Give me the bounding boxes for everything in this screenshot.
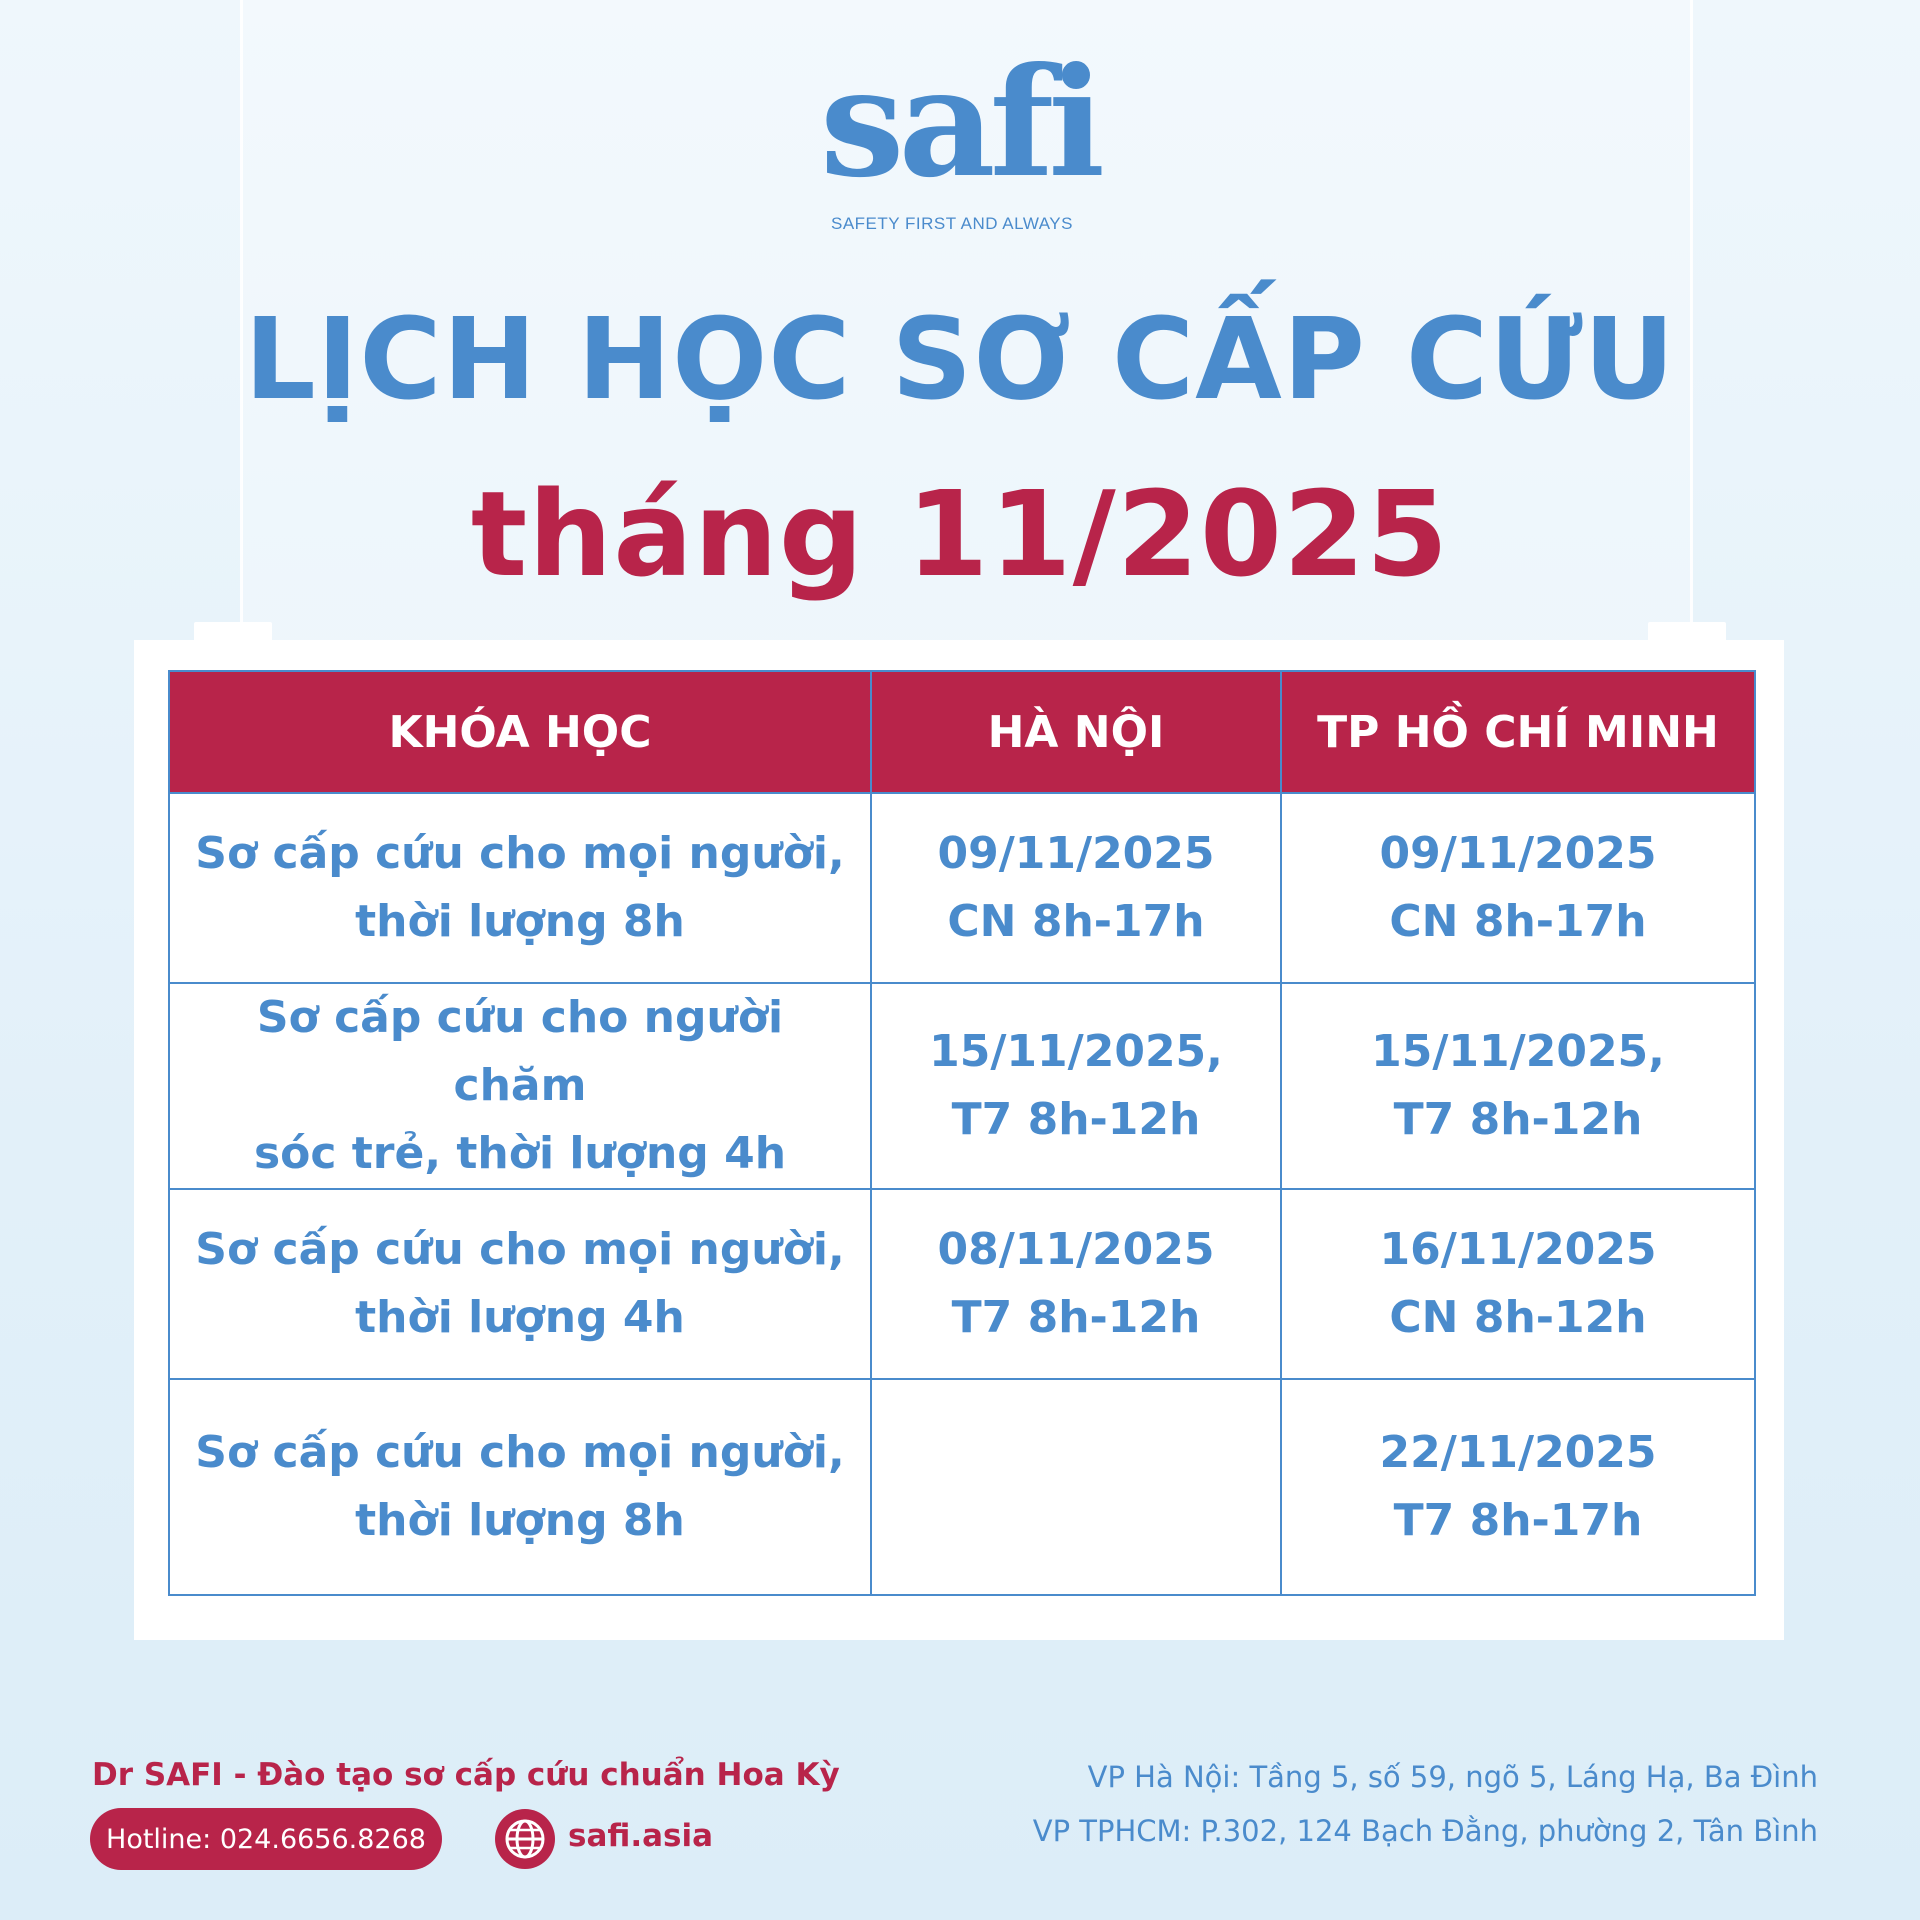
header-hcm: TP HỒ CHÍ MINH (1281, 671, 1755, 793)
course-name-line: thời lượng 8h (355, 896, 685, 947)
schedule-table (168, 670, 1756, 1596)
hcm-time: T7 8h-12h (1393, 1094, 1643, 1145)
address-hanoi: VP Hà Nội: Tầng 5, số 59, ngõ 5, Láng Hạ, Ba Đình (1087, 1760, 1818, 1794)
hanoi-cell (871, 983, 1281, 1189)
hanoi-time: CN 8h-17h (947, 896, 1205, 947)
hcm-date: 22/11/2025 (1379, 1427, 1657, 1478)
hotline-badge[interactable]: Hotline: 024.6656.8268 (90, 1808, 442, 1870)
course-name-line: thời lượng 4h (355, 1292, 685, 1343)
course-name-line: Sơ cấp cứu cho mọi người, (195, 828, 845, 879)
hanoi-date: 09/11/2025 (937, 828, 1215, 879)
table-row (169, 983, 1755, 1189)
table-row (169, 793, 1755, 983)
course-cell (169, 1189, 871, 1379)
hanoi-date: 15/11/2025, (929, 1026, 1223, 1077)
hcm-cell (1281, 1189, 1755, 1379)
hcm-date: 15/11/2025, (1371, 1026, 1665, 1077)
hanoi-cell (871, 1189, 1281, 1379)
header-course: KHÓA HỌC (169, 671, 871, 793)
table-row (169, 1379, 1755, 1595)
table-header-row (169, 671, 1755, 793)
hcm-cell (1281, 793, 1755, 983)
course-name-line: Sơ cấp cứu cho mọi người, (195, 1427, 845, 1478)
hcm-time: CN 8h-12h (1389, 1292, 1647, 1343)
hcm-cell (1281, 1379, 1755, 1595)
hcm-time: CN 8h-17h (1389, 896, 1647, 947)
course-cell (169, 793, 871, 983)
hanoi-cell (871, 793, 1281, 983)
safi-logo (820, 35, 1100, 238)
course-name-line: Sơ cấp cứu cho người chăm (256, 992, 784, 1111)
header-hanoi: HÀ NỘI (871, 671, 1281, 793)
course-cell (169, 1379, 871, 1595)
hcm-time: T7 8h-17h (1393, 1495, 1643, 1546)
logo-wordmark: safi (820, 35, 1100, 211)
footer-org-name: Dr SAFI - Đào tạo sơ cấp cứu chuẩn Hoa Kỳ (92, 1757, 840, 1793)
address-hcm: VP TPHCM: P.302, 124 Bạch Đằng, phường 2, Tân Bình (1032, 1814, 1818, 1848)
course-name-line: Sơ cấp cứu cho mọi người, (195, 1224, 845, 1275)
page-title: LỊCH HỌC SƠ CẤP CỨU (244, 295, 1676, 425)
table-row (169, 1189, 1755, 1379)
hcm-date: 09/11/2025 (1379, 828, 1657, 879)
hanoi-time: T7 8h-12h (951, 1094, 1201, 1145)
course-cell (169, 983, 871, 1189)
hanoi-cell (871, 1379, 1281, 1595)
website-link[interactable]: safi.asia (568, 1818, 714, 1854)
hanoi-time: T7 8h-12h (951, 1292, 1201, 1343)
logo-tagline: SAFETY FIRST AND ALWAYS (830, 214, 1073, 233)
hcm-cell (1281, 983, 1755, 1189)
hanoi-date: 08/11/2025 (937, 1224, 1215, 1275)
course-name-line: sóc trẻ, thời lượng 4h (253, 1128, 787, 1179)
page-subtitle: tháng 11/2025 (470, 465, 1450, 603)
globe-icon (494, 1808, 556, 1870)
hcm-date: 16/11/2025 (1379, 1224, 1657, 1275)
course-name-line: thời lượng 8h (355, 1495, 685, 1546)
